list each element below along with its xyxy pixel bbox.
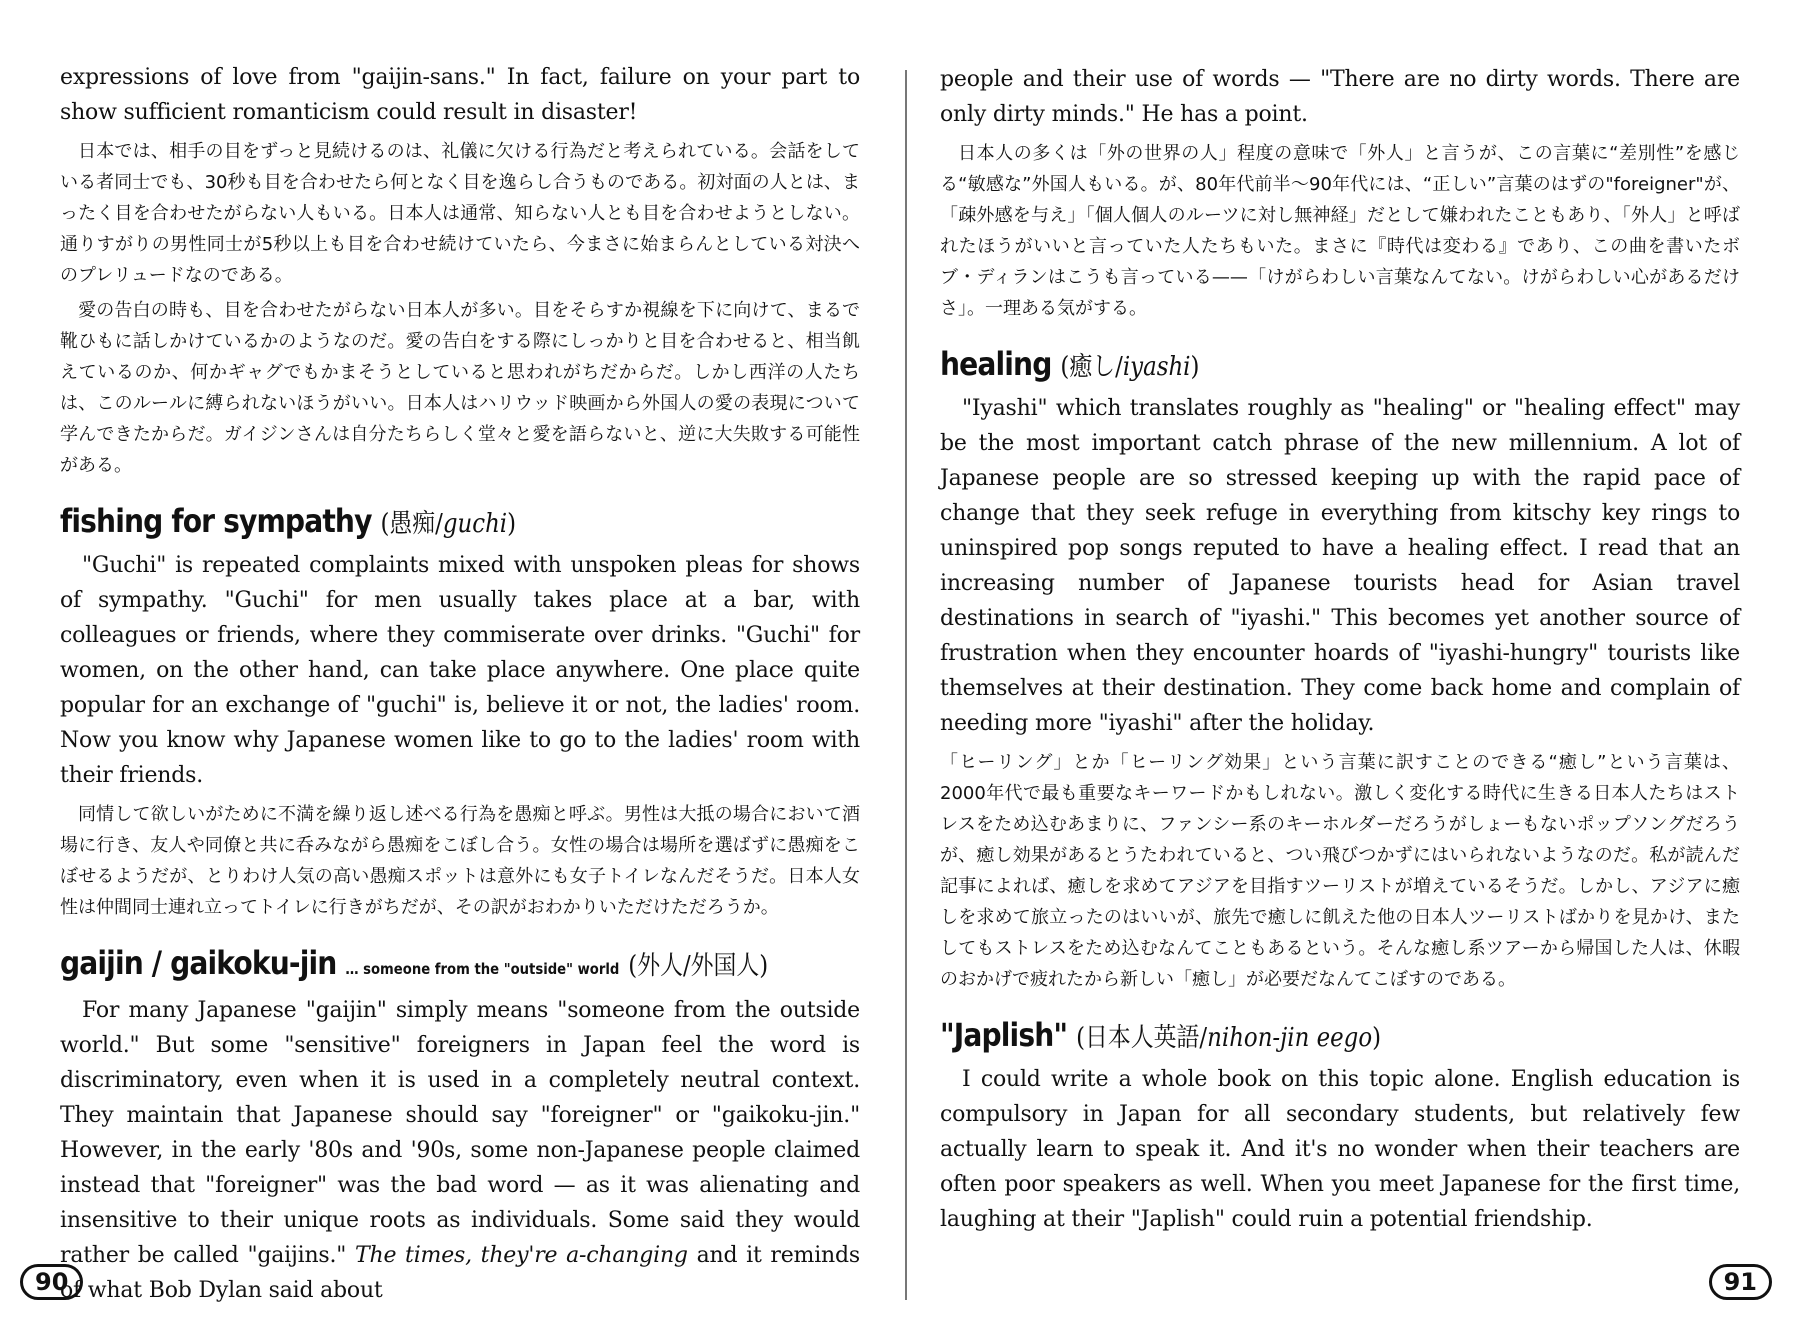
gaijin-english: For many Japanese "gaijin" simply means "someone from the outside world." But some "sensitive" foreigners in Japan feel the word is discriminatory, even when it is used in a completely neutral context. They maintain that Japanese should say "foreigner" or "gaikoku-jin." However, in the early '80s and '90s, some non-Japanese people claimed instead that "foreigner" was the bad word — as it was alienating and insensitive to their unique roots as individuals. Some said they would rather be called "gaijins." The times, they're a-changing and it reminds of what Bob Dylan said about — [60, 998, 860, 1303]
fishing-japanese: 同情して欲しいがために不満を繰り返し述べる行為を愚痴と呼ぶ。男性は大抵の場合において酒場に行き、友人や同僚と共に呑みながら愚痴をこぼし合う。女性の場合は場所を選ばずに愚痴をこぼせるようだが、とりわけ人気の高い愚痴スポットは意外にも女子トイレなんだそうだ。日本人女性は仲間同士連れ立ってトイレに行きがちだが、その訳がおわかりいただけただろうか。 — [60, 804, 860, 918]
heading-japlish — [940, 1013, 1644, 1060]
heading-jp-term: (日本人英語/nihon-jin eego) — [1076, 1023, 1382, 1053]
intro-japanese-1: 日本では、相手の目をずっと見続けるのは、礼儀に欠ける行為だと考えられている。会話をしている者同士でも、30秒も目を合わせたら何となく目を逸らし合うものである。初対面の人とは、まったく目を合わせたがらない人もいる。日本人は通常、知らない人とも目を合わせようとしない。通りすがりの男性同士が5秒以上も目を合わせ続けていたら、今まさに始まらんとしている対決へのプレリュードなのである。 — [60, 141, 860, 286]
heading-term: fishing for sympathy — [60, 502, 372, 540]
intro-japanese-2: 愛の告白の時も、目を合わせたがらない日本人が多い。目をそらすか視線を下に向けて、まるで靴ひもに話しかけているかのようなのだ。愛の告白をする際にしっかりと目を合わせると、相当飢えているのか、何かギャグでもかまそうとしていると思われがちだからだ。しかし西洋の人たちは、このルールに縛られないほうがいい。日本人はハリウッド映画から外国人の愛の表現について学んできたからだ。ガイジンさんは自分たちらしく堂々と愛を語らないと、逆に大失敗する可能性がある。 — [60, 300, 860, 476]
heading-term: "Japlish" — [940, 1016, 1068, 1054]
heading-fishing-for-sympathy — [60, 499, 764, 546]
heading-gaijin — [60, 941, 769, 991]
healing-japanese: 「ヒーリング」とか「ヒーリング効果」という言葉に訳すことのできる“癒し”という言葉は、2000年代で最も重要なキーワードかもしれない。激しく変化する時代に生きる日本人たちはストレスをため込むあまりに、ファンシー系のキーホルダーだろうがしょーもないポップソングだろうが、癒し効果があるとうたわれていると、つい飛びつかずにはいられないようなのだ。私が読んだ記事によれば、癒しを求めてアジアを目指すツーリストが増えているそうだ。しかし、アジアに癒しを求めて旅立ったのはいいが、旅先で癒しに飢えた他の日本人ツーリストばかりを見かけ、またしてもストレスをため込むなんてこともあるという。そんな癒し系ツアーから帰国した人は、休暇のおかげで疲れたから新しい「癒し」が必要だなんてこぼすのである。 — [940, 752, 1740, 990]
japlish-english: I could write a whole book on this topic alone. English education is compulsory in Japan for all secondary students, but relatively few actually learn to speak it. And it's no wonder when their teachers are often poor speakers as well. When you meet Japanese for the first time, laughing at their "Japlish" could ruin a potential friendship. — [940, 1067, 1740, 1232]
page-number: 91 — [1709, 1264, 1772, 1300]
continued-japanese: 日本人の多くは「外の世界の人」程度の意味で「外人」と言うが、この言葉に“差別性”を感じる“敏感な”外国人もいる。が、80年代前半〜90年代には、“正しい”言葉のはずの"foreigner"が、「疎外感を与え」「個人個人のルーツに対し無神経」だとして嫌われたこともあり、「外人」と呼ばれたほうがいいと言っていた人たちもいた。まさに『時代は変わる』であり、この曲を書いたボブ・ディランはこうも言っている——「けがらわしい言葉なんてない。けがらわしい心があるだけさ」。一理ある気がする。 — [940, 143, 1740, 319]
healing-english: "Iyashi" which translates roughly as "healing" or "healing effect" may be the most important catch phrase of the new millennium. A lot of Japanese people are so stressed keeping up with the rapid pace of change that they seek refuge in everything from kitschy key rings to uninspired pop songs reputed to have a healing effect. I read that an increasing number of Japanese tourists head for Asian travel destinations in search of "iyashi." This becomes yet another source of frustration when they encounter hoards of "iyashi-hungry" tourists like themselves at their destination. They come back home and complain of needing more "iyashi" after the holiday. — [940, 396, 1740, 736]
right-page — [900, 0, 1800, 1334]
page-number: 90 — [20, 1264, 83, 1300]
right-column — [940, 62, 1740, 1243]
heading-jp-term: (外人/外国人) — [628, 951, 769, 981]
intro-english: expressions of love from "gaijin-sans." In fact, failure on your part to show sufficient romanticism could result in disaster! — [60, 65, 860, 125]
left-column — [60, 60, 860, 1314]
fishing-english: "Guchi" is repeated complaints mixed with unspoken pleas for shows of sympathy. "Guchi" for men usually takes place at a bar, with colleagues or friends, where they commiserate over drinks. "Guchi" for women, on the other hand, can take place anywhere. One place quite popular for an exchange of "guchi" is, believe it or not, the ladies' room. Now you know why Japanese women like to go to the ladies' room with their friends. — [60, 553, 860, 788]
heading-term: healing — [940, 345, 1052, 383]
heading-jp-term: (癒し/iyashi) — [1060, 352, 1200, 382]
heading-jp-term: (愚痴/guchi) — [380, 509, 517, 539]
heading-term: gaijin / gaikoku-jin — [60, 944, 337, 982]
continued-english: people and their use of words — "There are no dirty words. There are only dirty minds." He has a point. — [940, 67, 1740, 127]
heading-healing — [940, 342, 1644, 389]
heading-subtitle: … someone from the "outside" world — [345, 960, 620, 978]
